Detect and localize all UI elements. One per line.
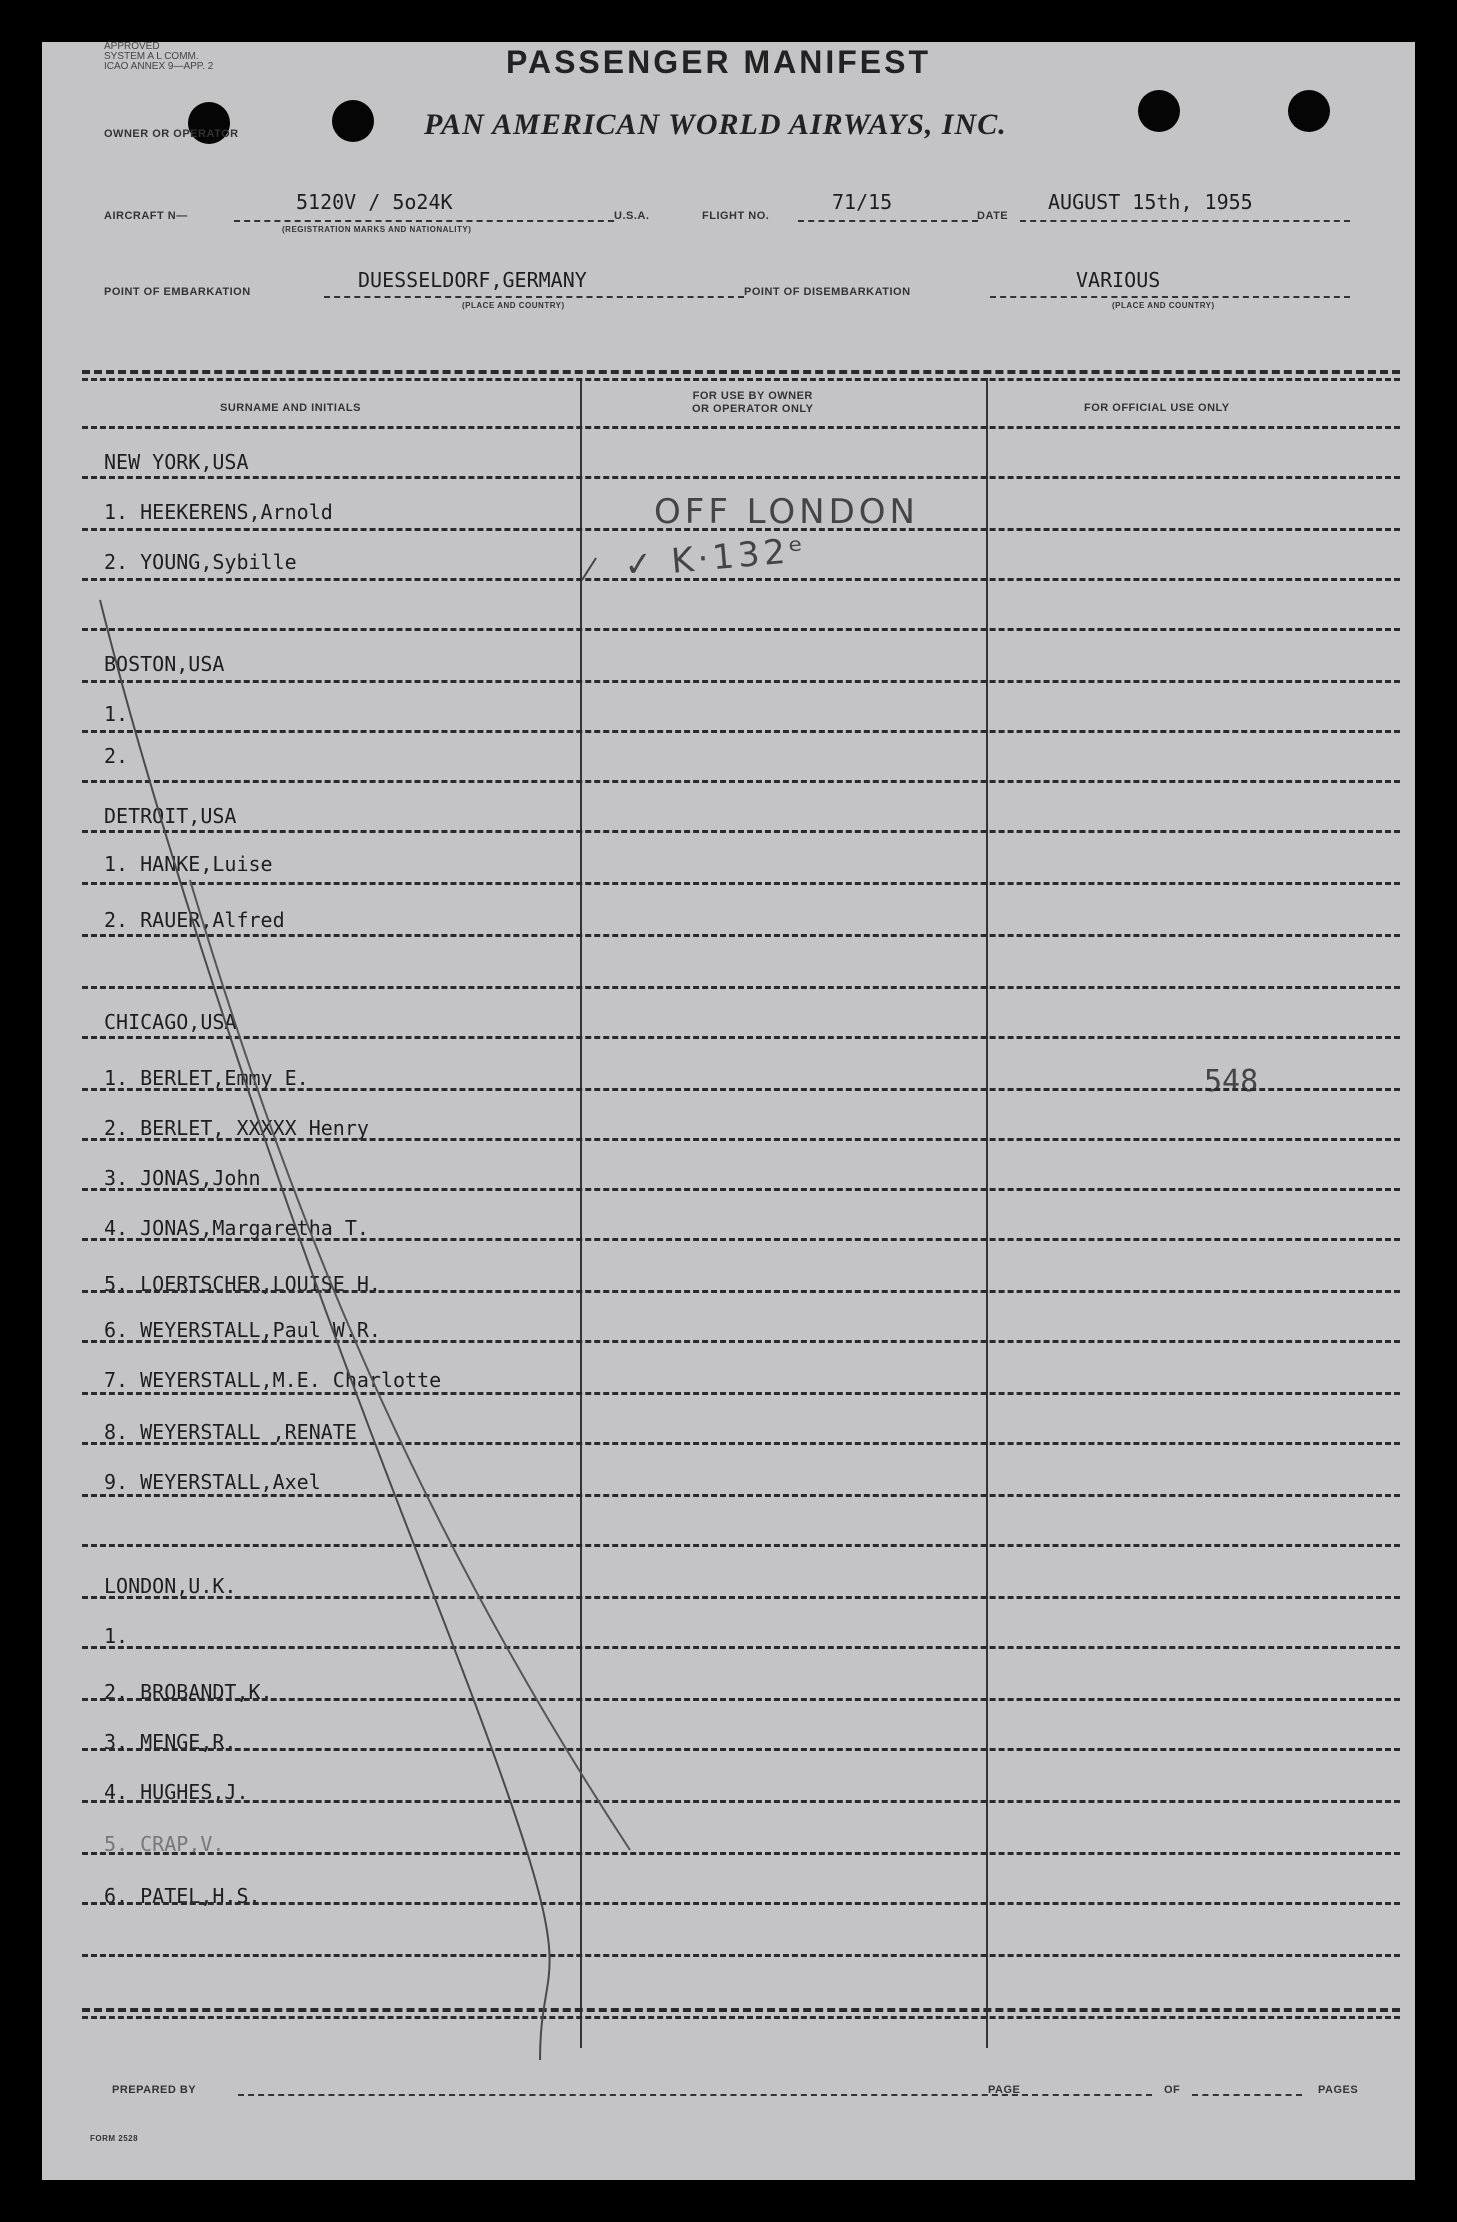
flight-label: FLIGHT NO.: [702, 210, 770, 222]
city-heading-london: LONDON,U.K.: [104, 1574, 237, 1598]
column-header-surname: SURNAME AND INITIALS: [220, 402, 361, 414]
usa-label: U.S.A.: [614, 210, 650, 222]
registration-caption: (REGISTRATION MARKS AND NATIONALITY): [282, 225, 472, 234]
approval-line-1: APPROVED: [104, 41, 160, 52]
pencil-stroke-short: [190, 880, 630, 1850]
embarkation-label: POINT OF EMBARKATION: [104, 286, 251, 298]
of-label: OF: [1164, 2084, 1181, 2096]
passenger-row: 8. WEYERSTALL ,RENATE: [104, 1420, 357, 1444]
passenger-row: 9. WEYERSTALL,Axel: [104, 1470, 321, 1494]
passenger-row: 5. LOERTSCHER,LOUISE H.: [104, 1272, 381, 1296]
passenger-row: 1.: [104, 1624, 129, 1648]
aircraft-value: 5120V / 5o24K: [296, 190, 453, 214]
passenger-row: 2. YOUNG,Sybille: [104, 550, 297, 574]
passenger-row: 4. JONAS,Margaretha T.: [104, 1216, 369, 1240]
column-header-official: FOR OFFICIAL USE ONLY: [1084, 402, 1230, 414]
passenger-row: 1. BERLET,Emmy E.: [104, 1066, 309, 1090]
passenger-row: 1. HEEKERENS,Arnold: [104, 500, 333, 524]
passenger-row: 3. MENGE,R.: [104, 1730, 237, 1754]
passenger-row: 2. BERLET, XXXXX Henry: [104, 1116, 369, 1140]
handwritten-off-london: OFF LONDON: [654, 492, 919, 532]
column-header-operator-line-2: OR OPERATOR ONLY: [692, 403, 814, 415]
date-value: AUGUST 15th, 1955: [1048, 190, 1253, 214]
column-header-operator-line-1: FOR USE BY OWNER: [692, 390, 813, 402]
page-label: PAGE: [988, 2084, 1021, 2096]
page-title: PASSENGER MANIFEST: [506, 44, 931, 80]
passenger-row: 2. RAUER,Alfred: [104, 908, 285, 932]
pencil-stroke-long: [100, 600, 550, 2060]
form-number: FORM 2528: [90, 2134, 139, 2143]
passenger-row: 3. JONAS,John: [104, 1166, 261, 1190]
owner-label: OWNER OR OPERATOR: [104, 128, 239, 140]
passenger-row: 6. PATEL,H.S.: [104, 1884, 261, 1908]
embarkation-caption: (PLACE AND COUNTRY): [462, 301, 565, 310]
passenger-row: 6. WEYERSTALL,Paul W.R.: [104, 1318, 381, 1342]
city-heading-chicago: CHICAGO,USA: [104, 1010, 237, 1034]
disembarkation-caption: (PLACE AND COUNTRY): [1112, 301, 1215, 310]
operator-name: PAN AMERICAN WORLD AIRWAYS, INC.: [424, 108, 1007, 141]
date-label: DATE: [977, 210, 1009, 222]
pages-label: PAGES: [1318, 2084, 1359, 2096]
official-mark: 548: [1204, 1064, 1259, 1099]
passenger-row: 4. HUGHES,J.: [104, 1780, 249, 1804]
passenger-row: 2. BROBANDT,K.: [104, 1680, 273, 1704]
passenger-row: 2.: [104, 744, 129, 768]
disembarkation-value: VARIOUS: [1076, 268, 1161, 292]
prepared-by-label: PREPARED BY: [112, 2084, 197, 2096]
city-heading-new-york: NEW YORK,USA: [104, 450, 249, 474]
approval-line-2: SYSTEM A L COMM.: [104, 51, 199, 62]
handwritten-code: ✓ K·132ᵉ: [622, 530, 809, 586]
disembarkation-label: POINT OF DISEMBARKATION: [744, 286, 911, 298]
approval-line-3: ICAO ANNEX 9—APP. 2: [104, 61, 214, 72]
passenger-row: 7. WEYERSTALL,M.E. Charlotte: [104, 1368, 442, 1392]
city-heading-boston: BOSTON,USA: [104, 652, 225, 676]
passenger-row: 1.: [104, 702, 129, 726]
passenger-row: 5. CRAP,V.: [104, 1832, 225, 1856]
aircraft-label: AIRCRAFT N—: [104, 210, 188, 222]
flight-value: 71/15: [832, 190, 893, 214]
city-heading-detroit: DETROIT,USA: [104, 804, 237, 828]
pencil-check: [582, 558, 596, 580]
embarkation-value: DUESSELDORF,GERMANY: [358, 268, 587, 292]
passenger-row: 1. HANKE,Luise: [104, 852, 273, 876]
